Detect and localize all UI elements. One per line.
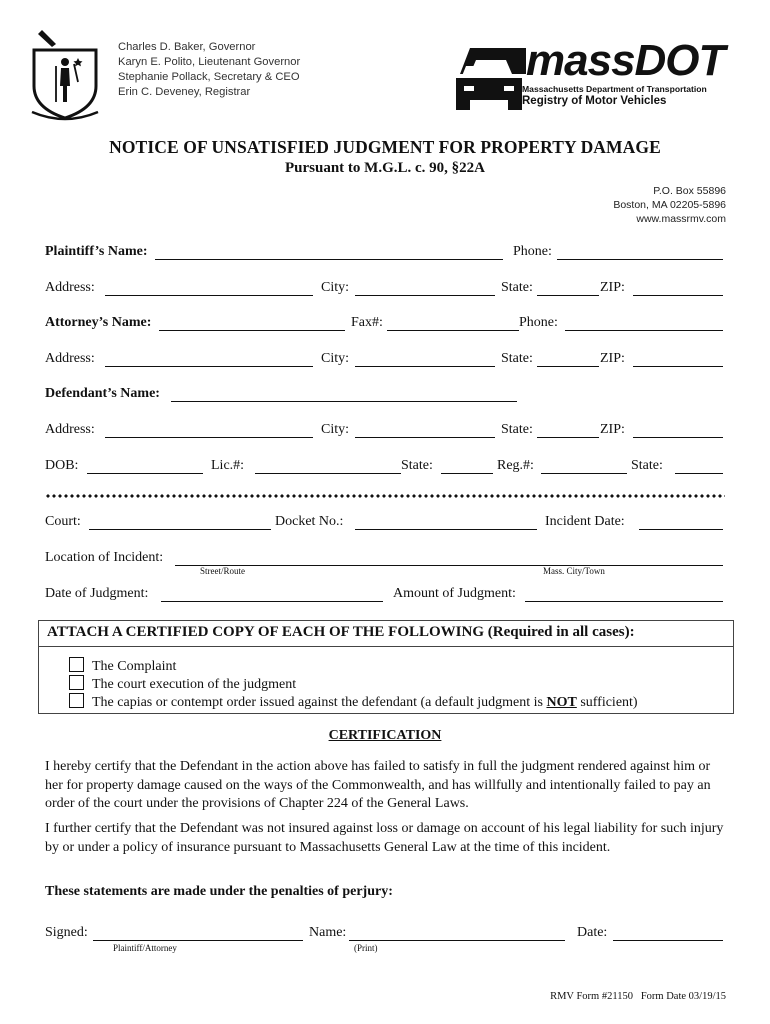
defendant-zip-label: ZIP:: [600, 422, 625, 437]
certification-heading-text: CERTIFICATION: [328, 728, 442, 743]
capias-label: The capias or contempt order issued against the defendant (a default judgment is: [92, 695, 547, 710]
form-footer: [550, 991, 726, 1002]
certification-heading: [0, 728, 770, 744]
capias-checkbox[interactable]: [69, 693, 84, 708]
plaintiff-name-label: Plaintiff’s Name:: [45, 244, 148, 259]
plaintiff-address-field[interactable]: [105, 295, 313, 296]
attorney-city-label: City:: [321, 351, 350, 366]
car-icon: [452, 44, 526, 112]
attorney-address-row: [45, 351, 725, 371]
attorney-phone-label: Phone:: [519, 315, 558, 330]
official-governor: Charles D. Baker, Governor: [118, 41, 256, 53]
execution-label: The court execution of the judgment: [92, 677, 297, 692]
plaintiff-state-label: State:: [501, 280, 533, 295]
attorney-name-field[interactable]: [159, 330, 345, 331]
signed-field[interactable]: [93, 940, 303, 941]
lic-state-field[interactable]: [441, 473, 493, 474]
attorney-address-field[interactable]: [105, 366, 313, 367]
defendant-zip-field[interactable]: [633, 437, 723, 438]
court-label: Court:: [45, 514, 81, 529]
defendant-name-label: Defendant’s Name:: [45, 386, 160, 401]
attorney-fax-field[interactable]: [387, 330, 519, 331]
attach-item-execution: [69, 675, 296, 693]
official-registrar: Erin C. Deveney, Registrar: [118, 86, 251, 98]
certification-paragraph-2: I further certify that the Defendant was not insured against loss or damage on account of his legal liability for such injury by or under a policy of insurance pursuant to Massachusetts General Law at the time of this incident.: [45, 821, 724, 855]
form-title: NOTICE OF UNSATISFIED JUDGMENT FOR PROPERTY DAMAGE: [109, 137, 661, 157]
plaintiff-zip-label: ZIP:: [600, 280, 625, 295]
judgment-amount-field[interactable]: [525, 601, 723, 602]
court-row: [45, 514, 725, 534]
defendant-address-field[interactable]: [105, 437, 313, 438]
plaintiff-phone-label: Phone:: [513, 244, 552, 259]
sign-date-field[interactable]: [613, 940, 723, 941]
attorney-state-field[interactable]: [537, 366, 599, 367]
massachusetts-seal-icon: [28, 22, 102, 122]
official-lieutenant-governor: Karyn E. Polito, Lieutenant Governor: [118, 56, 301, 68]
plaintiff-phone-field[interactable]: [557, 259, 723, 260]
attorney-name-label: Attorney’s Name:: [45, 315, 152, 330]
defendant-name-row: [45, 386, 725, 406]
docket-label: Docket No.:: [275, 514, 344, 529]
form-subtitle: Pursuant to M.G.L. c. 90, §22A: [285, 160, 485, 176]
attorney-state-label: State:: [501, 351, 533, 366]
reg-field[interactable]: [541, 473, 627, 474]
defendant-address-label: Address:: [45, 422, 95, 437]
attorney-zip-label: ZIP:: [600, 351, 625, 366]
court-field[interactable]: [89, 529, 271, 530]
defendant-city-label: City:: [321, 422, 350, 437]
logo-line-rmv: Registry of Motor Vehicles: [522, 95, 667, 107]
print-caption: (Print): [354, 943, 378, 953]
defendant-state-label: State:: [501, 422, 533, 437]
mailing-address: [613, 184, 726, 226]
mass-city-caption: Mass. City/Town: [543, 566, 605, 576]
complaint-label: The Complaint: [92, 659, 177, 674]
defendant-city-field[interactable]: [355, 437, 495, 438]
attorney-phone-field[interactable]: [565, 330, 723, 331]
plaintiff-zip-field[interactable]: [633, 295, 723, 296]
incident-date-field[interactable]: [639, 529, 723, 530]
incident-date-label: Incident Date:: [545, 514, 625, 529]
defendant-address-row: [45, 422, 725, 442]
plaintiff-address-row: [45, 280, 725, 300]
defendant-state-field[interactable]: [537, 437, 599, 438]
plaintiff-state-field[interactable]: [537, 295, 599, 296]
reg-state-field[interactable]: [675, 473, 723, 474]
judgment-date-label: Date of Judgment:: [45, 586, 149, 601]
plaintiff-city-label: City:: [321, 280, 350, 295]
judgment-date-field[interactable]: [161, 601, 383, 602]
attach-requirements-box: [38, 620, 734, 714]
attorney-address-label: Address:: [45, 351, 95, 366]
certification-paragraph-1: I hereby certify that the Defendant in the action above has failed to satisfy in full the judgment rendered against him or her for property damage caused on the ways of the Commonwealth, and has willfully and intentionally failed to pay an order of the court under the provisions of Chapter 224 of the General Laws.: [45, 759, 711, 811]
perjury-statement: These statements are made under the penalties of perjury:: [45, 884, 393, 899]
attorney-city-field[interactable]: [355, 366, 495, 367]
attorney-name-row: [45, 315, 725, 335]
attach-heading: ATTACH A CERTIFIED COPY OF EACH OF THE FOLLOWING (Required in all cases):: [47, 624, 635, 640]
plaintiff-name-field[interactable]: [155, 259, 503, 260]
lic-field[interactable]: [255, 473, 401, 474]
location-label: Location of Incident:: [45, 550, 164, 565]
logo-line-department: Massachusetts Department of Transportation: [522, 84, 707, 94]
form-number: RMV Form #21150: [550, 991, 633, 1002]
massdot-logo: [452, 36, 742, 114]
signature-row: [45, 925, 725, 945]
attach-item-complaint: [69, 657, 176, 675]
docket-field[interactable]: [355, 529, 537, 530]
reg-label: Reg.#:: [497, 458, 534, 473]
attorney-fax-label: Fax#:: [351, 315, 383, 330]
lic-state-label: State:: [401, 458, 433, 473]
signed-label: Signed:: [45, 925, 88, 940]
plaintiff-name-row: [45, 244, 725, 264]
dotted-divider: [45, 493, 725, 499]
sign-date-label: Date:: [577, 925, 608, 940]
capias-label-emphasis: NOT: [546, 695, 577, 710]
print-name-label: Name:: [309, 925, 347, 940]
form-date: Form Date 03/19/15: [640, 991, 726, 1002]
location-row: [45, 550, 725, 570]
print-name-field[interactable]: [349, 940, 565, 941]
capias-label-end: sufficient): [576, 695, 638, 710]
official-secretary: Stephanie Pollack, Secretary & CEO: [118, 71, 300, 83]
attach-item-capias: [69, 693, 638, 711]
reg-state-label: State:: [631, 458, 663, 473]
defendant-license-row: [45, 458, 725, 478]
street-route-caption: Street/Route: [200, 566, 245, 576]
logo-wordmark: massDOT: [526, 36, 725, 85]
defendant-name-field[interactable]: [171, 401, 517, 402]
po-box: P.O. Box 55896: [653, 185, 726, 197]
plaintiff-address-label: Address:: [45, 280, 95, 295]
lic-label: Lic.#:: [211, 458, 245, 473]
website: www.massrmv.com: [636, 213, 726, 225]
officials-list: [118, 40, 300, 100]
dob-field[interactable]: [87, 473, 203, 474]
mailing-city: Boston, MA 02205-5896: [613, 199, 726, 211]
attach-heading-bar: [39, 621, 733, 647]
judgment-row: [45, 586, 725, 606]
location-field[interactable]: [175, 565, 723, 566]
dob-label: DOB:: [45, 458, 79, 473]
plaintiff-city-field[interactable]: [355, 295, 495, 296]
attorney-zip-field[interactable]: [633, 366, 723, 367]
judgment-amount-label: Amount of Judgment:: [393, 586, 516, 601]
plaintiff-attorney-caption: Plaintiff/Attorney: [113, 943, 177, 953]
complaint-checkbox[interactable]: [69, 657, 84, 672]
execution-checkbox[interactable]: [69, 675, 84, 690]
